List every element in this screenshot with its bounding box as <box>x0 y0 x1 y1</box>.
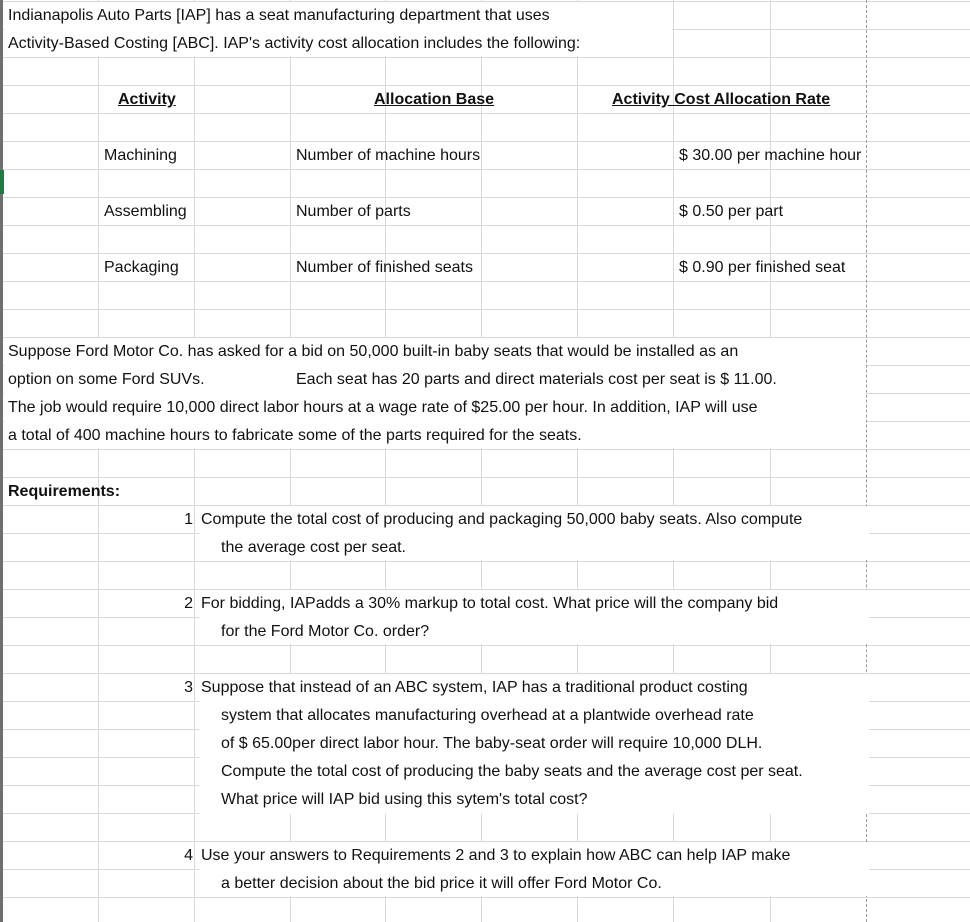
row-machining-activity[interactable]: Machining <box>104 147 177 164</box>
intro-line-2[interactable]: Activity-Based Costing [ABC]. IAP's activity cost allocation includes the following: <box>8 35 581 52</box>
row-selection-indicator <box>0 170 4 194</box>
scenario-line-2a[interactable]: option on some Ford SUVs. <box>8 371 205 388</box>
scenario-line-2b[interactable]: Each seat has 20 parts and direct materials cost per seat is $ 11.00. <box>296 371 777 388</box>
scenario-line-3[interactable]: The job would require 10,000 direct labor hours at a wage rate of $25.00 per hour. In addition, IAP will use <box>8 399 758 416</box>
header-rate[interactable]: Activity Cost Allocation Rate <box>612 91 831 108</box>
req-3-line-5[interactable]: What price will IAP bid using this sytem's total cost? <box>221 791 588 808</box>
req-2-line-1[interactable]: For bidding, IAPadds a 30% markup to total cost. What price will the company bid <box>201 595 779 612</box>
intro-line-1[interactable]: Indianapolis Auto Parts [IAP] has a seat manufacturing department that uses <box>8 7 550 24</box>
row-packaging-base[interactable]: Number of finished seats <box>296 259 473 276</box>
row-packaging-activity[interactable]: Packaging <box>104 259 179 276</box>
row-machining-rate[interactable]: $ 30.00 per machine hour <box>679 147 862 164</box>
sheet-left-edge <box>0 0 3 922</box>
req-3-line-2[interactable]: system that allocates manufacturing overhead at a plantwide overhead rate <box>221 707 754 724</box>
req-2-number[interactable]: 2 <box>184 595 193 612</box>
req-3-line-1[interactable]: Suppose that instead of an ABC system, IAP has a traditional product costing <box>201 679 748 696</box>
row-assembling-activity[interactable]: Assembling <box>104 203 187 220</box>
grid-column-line <box>194 0 195 922</box>
header-activity[interactable]: Activity <box>118 91 176 108</box>
row-machining-base[interactable]: Number of machine hours <box>296 147 481 164</box>
header-allocation-base[interactable]: Allocation Base <box>374 91 495 108</box>
scenario-line-4[interactable]: a total of 400 machine hours to fabricate some of the parts required for the seats. <box>8 427 582 444</box>
row-packaging-rate[interactable]: $ 0.90 per finished seat <box>679 259 846 276</box>
requirements-title[interactable]: Requirements: <box>8 483 121 500</box>
req-1-line-1[interactable]: Compute the total cost of producing and packaging 50,000 baby seats. Also compute <box>201 511 803 528</box>
req-3-line-3[interactable]: of $ 65.00per direct labor hour. The baby-seat order will require 10,000 DLH. <box>221 735 763 752</box>
grid-column-line <box>98 0 99 922</box>
req-4-line-1[interactable]: Use your answers to Requirements 2 and 3 to explain how ABC can help IAP make <box>201 847 791 864</box>
scenario-line-1[interactable]: Suppose Ford Motor Co. has asked for a bid on 50,000 built-in baby seats that would be installed as an <box>8 343 739 360</box>
req-1-line-2[interactable]: the average cost per seat. <box>221 539 406 556</box>
row-assembling-base[interactable]: Number of parts <box>296 203 411 220</box>
req-3-line-4[interactable]: Compute the total cost of producing the baby seats and the average cost per seat. <box>221 763 803 780</box>
req-4-line-2[interactable]: a better decision about the bid price it will offer Ford Motor Co. <box>221 875 662 892</box>
req-1-number[interactable]: 1 <box>184 511 193 528</box>
row-assembling-rate[interactable]: $ 0.50 per part <box>679 203 784 220</box>
req-3-number[interactable]: 3 <box>184 679 193 696</box>
req-4-number[interactable]: 4 <box>184 847 193 864</box>
req-2-line-2[interactable]: for the Ford Motor Co. order? <box>221 623 430 640</box>
